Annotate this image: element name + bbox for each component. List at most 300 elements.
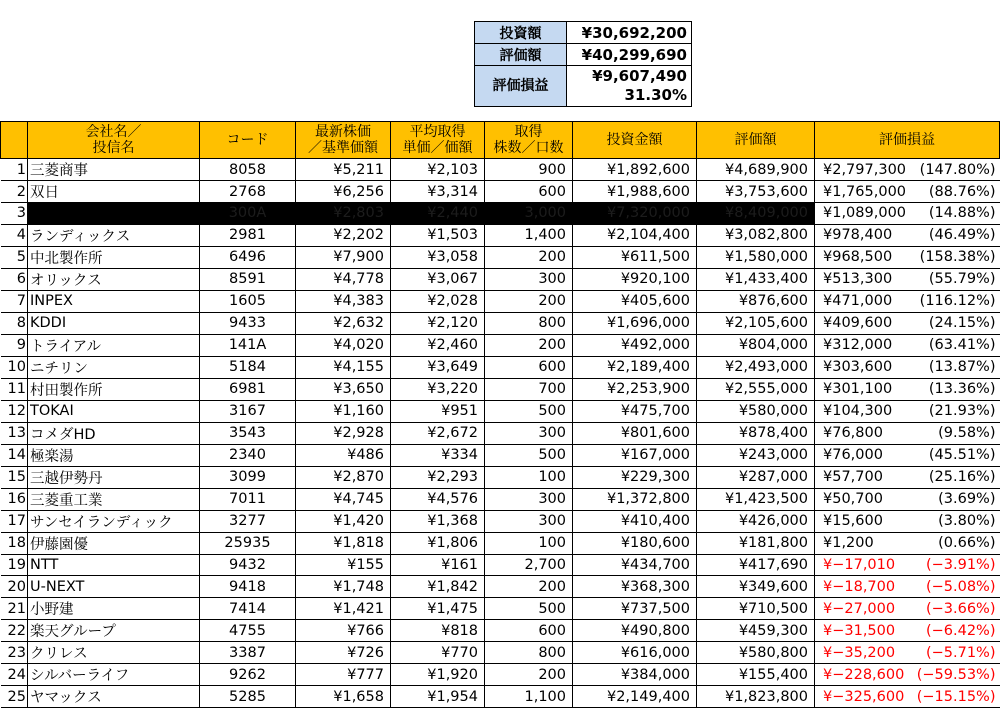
- avg-cost-cell[interactable]: ¥3,058: [391, 246, 485, 268]
- valuation-amount-cell[interactable]: ¥580,800: [697, 642, 815, 664]
- valuation-amount-cell[interactable]: ¥243,000: [697, 444, 815, 466]
- valuation-amount-cell[interactable]: ¥426,000: [697, 510, 815, 532]
- pl-percentage: (46.49%): [928, 227, 996, 244]
- stock-code-cell[interactable]: 7011: [200, 488, 296, 510]
- quantity-cell[interactable]: 100: [485, 532, 573, 554]
- quantity-cell[interactable]: 900: [485, 159, 573, 181]
- pl-cell[interactable]: [815, 422, 1000, 444]
- pl-percentage: (−5.71%): [925, 644, 996, 661]
- pl-percentage: (13.36%): [928, 381, 996, 398]
- row-number-cell[interactable]: 22: [1, 620, 28, 642]
- investment-amount-cell[interactable]: ¥490,800: [573, 620, 697, 642]
- stock-code-cell[interactable]: 8058: [200, 159, 296, 181]
- company-name-cell[interactable]: 三菱重工業: [28, 488, 200, 510]
- latest-price-cell[interactable]: ¥4,778: [296, 268, 391, 290]
- pl-amount: ¥50,700: [823, 491, 883, 508]
- avg-cost-cell[interactable]: ¥2,440: [391, 203, 485, 225]
- investment-amount-cell[interactable]: ¥616,000: [573, 642, 697, 664]
- stock-code-cell[interactable]: 4755: [200, 620, 296, 642]
- pl-cell[interactable]: [815, 159, 1000, 181]
- quantity-cell[interactable]: 600: [485, 181, 573, 203]
- stock-code-cell[interactable]: 5285: [200, 686, 296, 708]
- company-name-cell[interactable]: 三菱商事: [28, 159, 200, 181]
- pl-percentage: (−3.66%): [925, 600, 996, 617]
- valuation-amount-cell[interactable]: ¥804,000: [697, 334, 815, 356]
- company-name-cell[interactable]: U-NEXT: [28, 576, 200, 598]
- pl-cell[interactable]: [815, 224, 1000, 246]
- company-name-cell[interactable]: クリレス: [28, 642, 200, 664]
- valuation-label: 評価額: [475, 44, 567, 66]
- table-row: [1, 510, 1000, 532]
- investment-amount-cell[interactable]: ¥7,320,000: [573, 203, 697, 225]
- latest-price-cell[interactable]: ¥1,818: [296, 532, 391, 554]
- table-row: [1, 466, 1000, 488]
- pl-wrap: [815, 645, 1000, 661]
- table-row: [1, 664, 1000, 686]
- pl-amount: ¥104,300: [823, 403, 893, 420]
- latest-price-cell[interactable]: ¥1,420: [296, 510, 391, 532]
- company-name-cell[interactable]: サンセイランディック: [28, 510, 200, 532]
- latest-price-cell[interactable]: ¥4,745: [296, 488, 391, 510]
- valuation-amount-cell[interactable]: ¥1,433,400: [697, 268, 815, 290]
- pl-cell[interactable]: [815, 378, 1000, 400]
- quantity-cell[interactable]: 200: [485, 576, 573, 598]
- header-name[interactable]: 会社名／ 投信名: [28, 122, 200, 159]
- pl-cell[interactable]: [815, 203, 1000, 225]
- investment-amount-cell[interactable]: ¥1,372,800: [573, 488, 697, 510]
- investment-amount-cell[interactable]: ¥2,149,400: [573, 686, 697, 708]
- row-number-cell[interactable]: 6: [1, 268, 28, 290]
- investment-amount-cell[interactable]: ¥167,000: [573, 444, 697, 466]
- stock-code-cell[interactable]: 3387: [200, 642, 296, 664]
- company-name-cell[interactable]: NTT: [28, 554, 200, 576]
- company-name-cell[interactable]: KDDI: [28, 312, 200, 334]
- pl-wrap: [815, 469, 1000, 485]
- pl-percentage: (88.76%): [928, 183, 996, 200]
- pl-cell[interactable]: [815, 686, 1000, 708]
- avg-cost-cell[interactable]: ¥2,120: [391, 312, 485, 334]
- pl-percentage: (9.58%): [938, 425, 996, 442]
- row-number-cell[interactable]: 19: [1, 554, 28, 576]
- quantity-cell[interactable]: 300: [485, 488, 573, 510]
- pl-amount: ¥−27,000: [823, 600, 896, 617]
- avg-cost-cell[interactable]: ¥1,806: [391, 532, 485, 554]
- company-name-cell[interactable]: ヤマックス: [28, 686, 200, 708]
- header-valuation[interactable]: 評価額: [697, 122, 815, 159]
- quantity-cell[interactable]: 800: [485, 642, 573, 664]
- investment-amount-cell[interactable]: ¥1,696,000: [573, 312, 697, 334]
- pl-wrap: [815, 667, 1000, 683]
- avg-cost-cell[interactable]: ¥2,460: [391, 334, 485, 356]
- company-name-cell[interactable]: TOKAI: [28, 400, 200, 422]
- quantity-cell[interactable]: 600: [485, 620, 573, 642]
- header-price[interactable]: 最新株価 ／基準価額: [296, 122, 391, 159]
- pl-cell[interactable]: [815, 532, 1000, 554]
- header-avg-cost[interactable]: 平均取得 単価／価額: [391, 122, 485, 159]
- table-row: [1, 598, 1000, 620]
- latest-price-cell[interactable]: ¥2,870: [296, 466, 391, 488]
- avg-cost-cell[interactable]: ¥3,649: [391, 356, 485, 378]
- stock-code-cell[interactable]: 141A: [200, 334, 296, 356]
- avg-cost-cell[interactable]: ¥1,503: [391, 224, 485, 246]
- table-row: [1, 268, 1000, 290]
- valuation-amount-cell[interactable]: ¥417,690: [697, 554, 815, 576]
- investment-amount-cell[interactable]: ¥180,600: [573, 532, 697, 554]
- company-name-cell[interactable]: シルバーライフ: [28, 664, 200, 686]
- company-name-cell[interactable]: 三越伊勢丹: [28, 466, 200, 488]
- company-name-cell[interactable]: 伊藤園優: [28, 532, 200, 554]
- valuation-amount-cell[interactable]: ¥1,580,000: [697, 246, 815, 268]
- investment-amount-cell[interactable]: ¥2,189,400: [573, 356, 697, 378]
- avg-cost-cell[interactable]: ¥334: [391, 444, 485, 466]
- stock-code-cell[interactable]: 1605: [200, 290, 296, 312]
- valuation-amount-cell[interactable]: ¥1,823,800: [697, 686, 815, 708]
- quantity-cell[interactable]: 500: [485, 598, 573, 620]
- quantity-cell[interactable]: 600: [485, 356, 573, 378]
- stock-code-cell[interactable]: 6981: [200, 378, 296, 400]
- pl-cell[interactable]: [815, 642, 1000, 664]
- holdings-rows: [1, 159, 1000, 708]
- pl-wrap: [815, 381, 1000, 397]
- investment-amount-cell[interactable]: ¥229,300: [573, 466, 697, 488]
- pl-cell[interactable]: [815, 664, 1000, 686]
- row-number-cell[interactable]: 4: [1, 224, 28, 246]
- company-name-cell[interactable]: 中北製作所: [28, 246, 200, 268]
- row-number-cell[interactable]: 5: [1, 246, 28, 268]
- valuation-amount-cell[interactable]: ¥2,105,600: [697, 312, 815, 334]
- valuation-amount-cell[interactable]: ¥878,400: [697, 422, 815, 444]
- avg-cost-cell[interactable]: ¥1,954: [391, 686, 485, 708]
- quantity-cell[interactable]: 300: [485, 268, 573, 290]
- pl-wrap: [815, 447, 1000, 463]
- stock-code-cell[interactable]: 9418: [200, 576, 296, 598]
- pl-wrap: [815, 535, 1000, 551]
- stock-code-cell[interactable]: 9432: [200, 554, 296, 576]
- table-row: [1, 290, 1000, 312]
- latest-price-cell[interactable]: ¥2,202: [296, 224, 391, 246]
- pl-wrap: [815, 491, 1000, 507]
- avg-cost-cell[interactable]: ¥951: [391, 400, 485, 422]
- table-row: [1, 620, 1000, 642]
- pl-amount: ¥1,200: [823, 535, 874, 552]
- portfolio-summary: [474, 21, 692, 107]
- investment-amount-cell[interactable]: ¥2,253,900: [573, 378, 697, 400]
- investment-amount-cell[interactable]: ¥434,700: [573, 554, 697, 576]
- pl-amount: ¥−17,010: [823, 557, 896, 573]
- row-number-cell[interactable]: 25: [1, 686, 28, 708]
- company-name-cell[interactable]: トライアル: [28, 334, 200, 356]
- valuation-amount-cell[interactable]: ¥710,500: [697, 598, 815, 620]
- header-code[interactable]: コード: [200, 122, 296, 159]
- stock-code-cell[interactable]: 25935: [200, 532, 296, 554]
- valuation-amount-cell[interactable]: ¥2,493,000: [697, 356, 815, 378]
- pl-cell[interactable]: [815, 554, 1000, 576]
- latest-price-cell[interactable]: ¥155: [296, 554, 391, 576]
- valuation-amount-cell[interactable]: ¥8,409,000: [697, 203, 815, 225]
- stock-code-cell[interactable]: 2981: [200, 224, 296, 246]
- quantity-cell[interactable]: 3,000: [485, 203, 573, 225]
- pl-wrap: [815, 513, 1000, 529]
- company-name-cell[interactable]: [28, 203, 200, 225]
- quantity-cell[interactable]: 500: [485, 400, 573, 422]
- valuation-value[interactable]: ¥40,299,690: [567, 44, 692, 66]
- investment-amount-cell[interactable]: ¥920,100: [573, 268, 697, 290]
- latest-price-cell[interactable]: ¥777: [296, 664, 391, 686]
- investment-value[interactable]: ¥30,692,200: [567, 22, 692, 44]
- row-number-cell[interactable]: 10: [1, 356, 28, 378]
- latest-price-cell[interactable]: ¥1,658: [296, 686, 391, 708]
- latest-price-cell[interactable]: ¥1,748: [296, 576, 391, 598]
- valuation-amount-cell[interactable]: ¥3,753,600: [697, 181, 815, 203]
- header-quantity[interactable]: 取得 株数／口数: [485, 122, 573, 159]
- table-row: [1, 356, 1000, 378]
- quantity-cell[interactable]: 200: [485, 290, 573, 312]
- stock-code-cell[interactable]: 300A: [200, 203, 296, 225]
- stock-code-cell[interactable]: 3167: [200, 400, 296, 422]
- pl-cell[interactable]: [815, 488, 1000, 510]
- table-row: [1, 203, 1000, 225]
- avg-cost-cell[interactable]: ¥3,220: [391, 378, 485, 400]
- pl-cell[interactable]: [815, 510, 1000, 532]
- table-row: [1, 444, 1000, 466]
- pl-cell[interactable]: [815, 312, 1000, 334]
- header-no[interactable]: [1, 122, 28, 159]
- pl-cell[interactable]: [815, 290, 1000, 312]
- pl-amount: ¥−31,500: [823, 622, 896, 639]
- pl-amount: ¥1,089,000: [823, 205, 907, 222]
- avg-cost-cell[interactable]: ¥1,842: [391, 576, 485, 598]
- avg-cost-cell[interactable]: ¥3,314: [391, 181, 485, 203]
- investment-amount-cell[interactable]: ¥737,500: [573, 598, 697, 620]
- pl-wrap: [815, 184, 1000, 200]
- stock-code-cell[interactable]: 2340: [200, 444, 296, 466]
- pl-cell[interactable]: [815, 598, 1000, 620]
- pl-cell[interactable]: [815, 246, 1000, 268]
- row-number-cell[interactable]: 12: [1, 400, 28, 422]
- valuation-amount-cell[interactable]: ¥181,800: [697, 532, 815, 554]
- latest-price-cell[interactable]: ¥4,383: [296, 290, 391, 312]
- header-pl[interactable]: 評価損益: [815, 122, 1000, 159]
- stock-code-cell[interactable]: 3099: [200, 466, 296, 488]
- investment-amount-cell[interactable]: ¥405,600: [573, 290, 697, 312]
- row-number-cell[interactable]: 11: [1, 378, 28, 400]
- pl-cell[interactable]: [815, 620, 1000, 642]
- valuation-amount-cell[interactable]: ¥3,082,800: [697, 224, 815, 246]
- stock-code-cell[interactable]: 9433: [200, 312, 296, 334]
- latest-price-cell[interactable]: ¥1,421: [296, 598, 391, 620]
- pl-cell[interactable]: [815, 268, 1000, 290]
- pl-cell[interactable]: [815, 466, 1000, 488]
- valuation-amount-cell[interactable]: ¥1,423,500: [697, 488, 815, 510]
- quantity-cell[interactable]: 700: [485, 378, 573, 400]
- avg-cost-cell[interactable]: ¥3,067: [391, 268, 485, 290]
- pl-percentage: (−6.42%): [925, 622, 996, 639]
- quantity-cell[interactable]: 800: [485, 312, 573, 334]
- row-number-cell[interactable]: 20: [1, 576, 28, 598]
- company-name-cell[interactable]: 楽天グループ: [28, 620, 200, 642]
- investment-amount-cell[interactable]: ¥475,700: [573, 400, 697, 422]
- quantity-cell[interactable]: 300: [485, 422, 573, 444]
- latest-price-cell[interactable]: ¥5,211: [296, 159, 391, 181]
- latest-price-cell[interactable]: ¥7,900: [296, 246, 391, 268]
- avg-cost-cell[interactable]: ¥4,576: [391, 488, 485, 510]
- quantity-cell[interactable]: 100: [485, 466, 573, 488]
- pl-wrap: [815, 205, 1000, 221]
- row-number-cell[interactable]: 23: [1, 642, 28, 664]
- table-row: [1, 488, 1000, 510]
- company-name-cell[interactable]: ニチリン: [28, 356, 200, 378]
- latest-price-cell[interactable]: ¥1,160: [296, 400, 391, 422]
- quantity-cell[interactable]: 500: [485, 444, 573, 466]
- latest-price-cell[interactable]: ¥486: [296, 444, 391, 466]
- stock-code-cell[interactable]: 5184: [200, 356, 296, 378]
- pl-label: 評価損益: [475, 66, 567, 107]
- row-number-cell[interactable]: 24: [1, 664, 28, 686]
- investment-amount-cell[interactable]: ¥368,300: [573, 576, 697, 598]
- row-number-cell[interactable]: 17: [1, 510, 28, 532]
- valuation-amount-cell[interactable]: ¥287,000: [697, 466, 815, 488]
- quantity-cell[interactable]: 1,400: [485, 224, 573, 246]
- company-name-cell[interactable]: ランディックス: [28, 224, 200, 246]
- company-name-cell[interactable]: オリックス: [28, 268, 200, 290]
- pl-cell[interactable]: [815, 356, 1000, 378]
- company-name-cell[interactable]: 双日: [28, 181, 200, 203]
- investment-amount-cell[interactable]: ¥492,000: [573, 334, 697, 356]
- stock-code-cell[interactable]: 2768: [200, 181, 296, 203]
- pl-amount: ¥76,000: [823, 447, 883, 464]
- pl-percentage: (116.12%): [919, 293, 996, 310]
- company-name-cell[interactable]: 極楽湯: [28, 444, 200, 466]
- row-number-cell[interactable]: 1: [1, 159, 28, 181]
- company-name-cell[interactable]: 村田製作所: [28, 378, 200, 400]
- pl-cell[interactable]: [815, 444, 1000, 466]
- row-number-cell[interactable]: 8: [1, 312, 28, 334]
- investment-amount-cell[interactable]: ¥611,500: [573, 246, 697, 268]
- avg-cost-cell[interactable]: ¥1,368: [391, 510, 485, 532]
- latest-price-cell[interactable]: ¥766: [296, 620, 391, 642]
- stock-code-cell[interactable]: 3277: [200, 510, 296, 532]
- investment-amount-cell[interactable]: ¥410,400: [573, 510, 697, 532]
- investment-amount-cell[interactable]: ¥2,104,400: [573, 224, 697, 246]
- valuation-amount-cell[interactable]: ¥349,600: [697, 576, 815, 598]
- pl-percentage: (147.80%): [919, 161, 996, 178]
- stock-code-cell[interactable]: 9262: [200, 664, 296, 686]
- pl-cell[interactable]: [815, 181, 1000, 203]
- quantity-cell[interactable]: 1,100: [485, 686, 573, 708]
- row-number-cell[interactable]: 9: [1, 334, 28, 356]
- latest-price-cell[interactable]: ¥2,928: [296, 422, 391, 444]
- avg-cost-cell[interactable]: ¥2,293: [391, 466, 485, 488]
- latest-price-cell[interactable]: ¥4,020: [296, 334, 391, 356]
- pl-amount: ¥301,100: [823, 381, 893, 398]
- pl-percentage: (63.41%): [928, 337, 996, 354]
- stock-code-cell[interactable]: 6496: [200, 246, 296, 268]
- pl-value-cell[interactable]: [567, 66, 692, 107]
- row-number-cell[interactable]: 15: [1, 466, 28, 488]
- pl-wrap: [815, 293, 1000, 309]
- investment-amount-cell[interactable]: ¥1,988,600: [573, 181, 697, 203]
- pl-cell[interactable]: [815, 576, 1000, 598]
- pl-percentage: (13.87%): [928, 359, 996, 376]
- pl-cell[interactable]: [815, 334, 1000, 356]
- pl-amount: ¥471,000: [823, 293, 893, 310]
- investment-amount-cell[interactable]: ¥801,600: [573, 422, 697, 444]
- stock-code-cell[interactable]: 3543: [200, 422, 296, 444]
- company-name-cell[interactable]: INPEX: [28, 290, 200, 312]
- pl-wrap: [815, 249, 1000, 265]
- latest-price-cell[interactable]: ¥3,650: [296, 378, 391, 400]
- pl-amount: ¥968,500: [823, 249, 893, 266]
- avg-cost-cell[interactable]: ¥2,103: [391, 159, 485, 181]
- valuation-amount-cell[interactable]: ¥580,000: [697, 400, 815, 422]
- table-row: [1, 334, 1000, 356]
- avg-cost-cell[interactable]: ¥1,920: [391, 664, 485, 686]
- latest-price-cell[interactable]: ¥4,155: [296, 356, 391, 378]
- pl-wrap: [815, 337, 1000, 353]
- pl-percentage: (21.93%): [928, 403, 996, 420]
- pl-amount: ¥−35,200: [823, 644, 896, 661]
- row-number-cell[interactable]: 14: [1, 444, 28, 466]
- latest-price-cell[interactable]: ¥2,632: [296, 312, 391, 334]
- quantity-cell[interactable]: 2,700: [485, 554, 573, 576]
- row-number-cell[interactable]: 3: [1, 203, 28, 225]
- table-row: [1, 312, 1000, 334]
- investment-amount-cell[interactable]: ¥1,892,600: [573, 159, 697, 181]
- company-name-cell[interactable]: コメダHD: [28, 422, 200, 444]
- quantity-cell[interactable]: 300: [485, 510, 573, 532]
- row-number-cell[interactable]: 16: [1, 488, 28, 510]
- pl-wrap: [815, 623, 1000, 639]
- quantity-cell[interactable]: 200: [485, 246, 573, 268]
- investment-amount-cell[interactable]: ¥384,000: [573, 664, 697, 686]
- stock-code-cell[interactable]: 7414: [200, 598, 296, 620]
- pl-amount: ¥978,400: [823, 227, 893, 244]
- avg-cost-cell[interactable]: ¥2,028: [391, 290, 485, 312]
- pl-wrap: [815, 601, 1000, 617]
- latest-price-cell[interactable]: ¥726: [296, 642, 391, 664]
- valuation-amount-cell[interactable]: ¥155,400: [697, 664, 815, 686]
- pl-percentage: (25.16%): [928, 469, 996, 486]
- valuation-amount-cell[interactable]: ¥4,689,900: [697, 159, 815, 181]
- row-number-cell[interactable]: 2: [1, 181, 28, 203]
- avg-cost-cell[interactable]: ¥770: [391, 642, 485, 664]
- row-number-cell[interactable]: 21: [1, 598, 28, 620]
- avg-cost-cell[interactable]: ¥818: [391, 620, 485, 642]
- company-name-cell[interactable]: 小野建: [28, 598, 200, 620]
- avg-cost-cell[interactable]: ¥2,672: [391, 422, 485, 444]
- avg-cost-cell[interactable]: ¥161: [391, 554, 485, 576]
- quantity-cell[interactable]: 200: [485, 664, 573, 686]
- pl-wrap: [815, 227, 1000, 243]
- table-row: [1, 246, 1000, 268]
- valuation-amount-cell[interactable]: ¥876,600: [697, 290, 815, 312]
- header-investment[interactable]: 投資金額: [573, 122, 697, 159]
- pl-wrap: [815, 403, 1000, 419]
- valuation-amount-cell[interactable]: ¥2,555,000: [697, 378, 815, 400]
- stock-code-cell[interactable]: 8591: [200, 268, 296, 290]
- latest-price-cell[interactable]: ¥2,803: [296, 203, 391, 225]
- row-number-cell[interactable]: 13: [1, 422, 28, 444]
- row-number-cell[interactable]: 18: [1, 532, 28, 554]
- pl-wrap: [815, 557, 1000, 573]
- row-number-cell[interactable]: 7: [1, 290, 28, 312]
- quantity-cell[interactable]: 200: [485, 334, 573, 356]
- valuation-amount-cell[interactable]: ¥459,300: [697, 620, 815, 642]
- avg-cost-cell[interactable]: ¥1,475: [391, 598, 485, 620]
- pl-cell[interactable]: [815, 400, 1000, 422]
- pl-amount: ¥2,797,300: [823, 161, 907, 178]
- latest-price-cell[interactable]: ¥6,256: [296, 181, 391, 203]
